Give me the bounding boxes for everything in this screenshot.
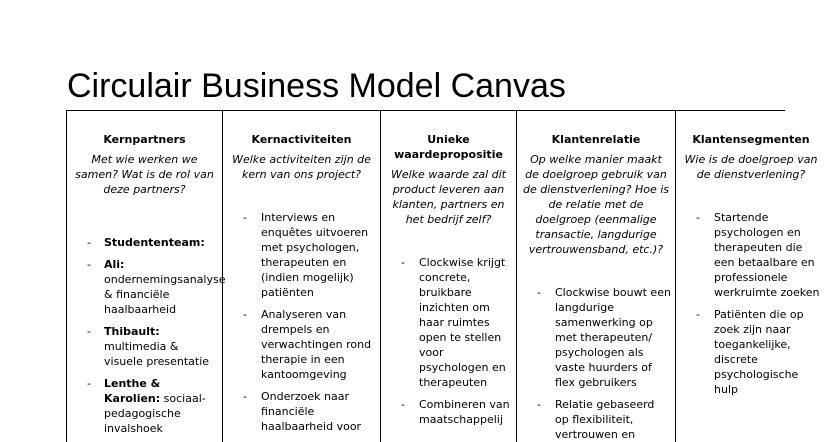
list-item: - Analyseren van drempels en verwachtingen rond therapie in een kantoomgeving xyxy=(223,307,380,382)
list-item: - Patiënten die op zoek zijn naar toegankelijke, discrete psychologische hulp xyxy=(676,307,826,397)
column-heading: Unieke waardepropositie xyxy=(394,133,503,161)
column-waardepropositie xyxy=(381,111,517,442)
list-item: - Combineren van maatschappelij xyxy=(381,397,516,427)
list-item: - Onderzoek naar financiële haalbaarheid voor xyxy=(223,389,380,434)
column-question: Welke activiteiten zijn de kern van ons project? xyxy=(232,153,371,181)
column-question: Wie is de doelgroep van de dienstverlening? xyxy=(684,153,818,181)
list-item: - Thibault: multimedia & visuele presentatie xyxy=(67,324,222,369)
list-item: - Startende psychologen en therapeuten die een betaalbare en professionele werkruimte zoeken xyxy=(676,210,826,300)
list-item: - Relatie gebaseerd op flexibiliteit, vertrouwen en xyxy=(517,397,675,442)
column-question: Met wie werken we samen? Wat is de rol van deze partners? xyxy=(75,153,214,196)
column-question: Op welke manier maakt de doelgroep gebruik van de dienstverlening? Hoe is de relatie met de doelgroep (eenmalige transactie, langdurige vertrouwensband, etc.)? xyxy=(522,153,670,256)
column-list xyxy=(517,285,675,442)
list-item: - Interviews en enquêtes uitvoeren met psychologen, therapeuten en (indien mogelijk) patiënten xyxy=(223,210,380,300)
column-heading: Klantensegmenten xyxy=(692,133,810,146)
page-title: Circulair Business Model Canvas xyxy=(67,67,566,105)
column-list xyxy=(676,210,826,397)
column-list xyxy=(381,255,516,427)
business-model-canvas xyxy=(66,110,820,442)
column-heading: Kernpartners xyxy=(103,133,186,146)
column-list xyxy=(223,210,380,434)
list-item: - Lenthe & Karolien: sociaal-pedagogische invalshoek xyxy=(67,376,222,436)
column-klantensegmenten xyxy=(676,111,826,442)
column-heading: Kernactiviteiten xyxy=(251,133,352,146)
list-item: - Clockwise bouwt een langdurige samenwerking op met therapeuten/ psychologen als vaste huurders of flex gebruikers xyxy=(517,285,675,390)
column-klantenrelatie xyxy=(517,111,676,442)
column-question: Welke waarde zal dit product leveren aan klanten, partners en het bedrijf zelf? xyxy=(390,168,506,226)
column-kernpartners xyxy=(67,111,226,442)
column-kernactiviteiten xyxy=(223,111,381,442)
column-list xyxy=(67,235,226,436)
column-heading: Klantenrelatie xyxy=(551,133,641,146)
list-item: - Clockwise krijgt concrete, bruikbare inzichten om haar ruimtes open te stellen voor psychologen en therapeuten xyxy=(381,255,516,390)
list-item: - Studententeam: xyxy=(67,235,222,250)
list-item: - Ali: ondernemingsanalyse & financiële haalbaarheid xyxy=(67,257,222,317)
